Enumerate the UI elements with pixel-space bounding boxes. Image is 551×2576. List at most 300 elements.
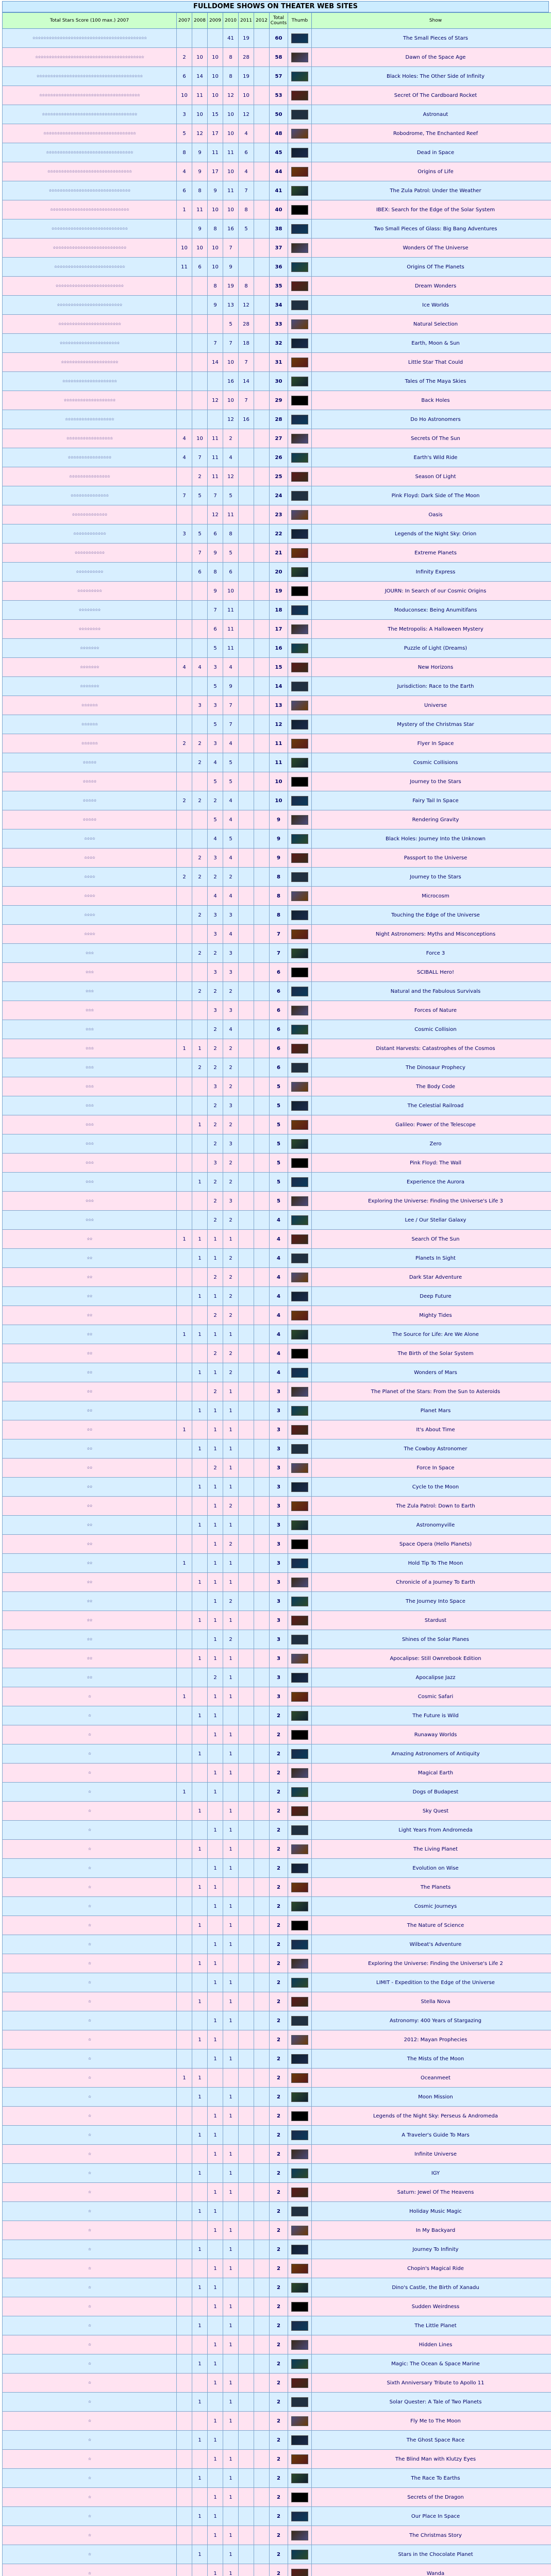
year-count-2012 bbox=[254, 2107, 270, 2126]
total-count: 6 bbox=[270, 963, 288, 982]
show-thumbnail[interactable] bbox=[291, 2493, 308, 2502]
show-title[interactable]: Chronicle of a Journey To Earth bbox=[312, 1573, 551, 1592]
show-title[interactable]: Fly Me to The Moon bbox=[312, 2412, 551, 2431]
show-title[interactable]: Deep Future bbox=[312, 1287, 551, 1306]
show-title[interactable]: Lee / Our Stellar Galaxy bbox=[312, 1211, 551, 1230]
year-count-2008 bbox=[192, 1211, 208, 1230]
show-title[interactable]: The Celestial Railroad bbox=[312, 1096, 551, 1115]
show-thumbnail[interactable] bbox=[291, 1482, 308, 1492]
year-count-2011 bbox=[239, 2183, 254, 2202]
show-title[interactable]: Secrets of the Dragon bbox=[312, 2488, 551, 2507]
show-title[interactable]: Apocalipse Jazz bbox=[312, 1668, 551, 1687]
show-thumbnail[interactable] bbox=[291, 1997, 308, 2007]
show-title[interactable]: Force In Space bbox=[312, 1459, 551, 1478]
show-title[interactable]: Earth, Moon & Sun bbox=[312, 334, 551, 353]
show-thumbnail[interactable] bbox=[291, 2302, 308, 2312]
show-title[interactable]: Astronomy: 400 Years of Stargazing bbox=[312, 2011, 551, 2030]
show-thumbnail[interactable] bbox=[291, 205, 308, 215]
show-title[interactable]: Infinity Express bbox=[312, 563, 551, 582]
show-thumbnail[interactable] bbox=[291, 53, 308, 62]
show-title[interactable]: Forces of Nature bbox=[312, 1001, 551, 1020]
show-title[interactable]: Sudden Weirdness bbox=[312, 2297, 551, 2316]
thumbnail-cell bbox=[288, 486, 312, 505]
show-title[interactable]: The Cowboy Astronomer bbox=[312, 1439, 551, 1459]
year-count-2012 bbox=[254, 334, 270, 353]
show-thumbnail[interactable] bbox=[291, 186, 308, 196]
show-title[interactable]: Planet Mars bbox=[312, 1401, 551, 1420]
show-title[interactable]: Legends of the Night Sky: Perseus & Andromeda bbox=[312, 2107, 551, 2126]
show-title[interactable]: IBEX: Search for the Edge of the Solar System bbox=[312, 200, 551, 219]
show-thumbnail[interactable] bbox=[291, 1406, 308, 1416]
show-title[interactable]: Robodrome, The Enchanted Reef bbox=[312, 124, 551, 143]
show-thumbnail[interactable] bbox=[291, 1444, 308, 1454]
show-title[interactable]: Pink Floyd: The Wall bbox=[312, 1154, 551, 1173]
show-title[interactable]: The Planets bbox=[312, 1878, 551, 1897]
show-title[interactable]: Two Small Pieces of Glass: Big Bang Adventures bbox=[312, 219, 551, 239]
show-title[interactable]: Cosmic Safari bbox=[312, 1687, 551, 1706]
show-title[interactable]: Flyer In Space bbox=[312, 734, 551, 753]
show-thumbnail[interactable] bbox=[291, 1330, 308, 1340]
show-thumbnail[interactable] bbox=[291, 815, 308, 825]
show-title[interactable]: Mighty Tides bbox=[312, 1306, 551, 1325]
show-thumbnail[interactable] bbox=[291, 1749, 308, 1759]
show-title[interactable]: Wanda bbox=[312, 2564, 551, 2576]
show-thumbnail[interactable] bbox=[291, 2188, 308, 2197]
show-thumbnail[interactable] bbox=[291, 2054, 308, 2064]
show-thumbnail[interactable] bbox=[291, 1196, 308, 1206]
show-thumbnail[interactable] bbox=[291, 1863, 308, 1873]
show-thumbnail[interactable] bbox=[291, 1234, 308, 1244]
show-title[interactable]: Do Ho Astronomers bbox=[312, 410, 551, 429]
year-count-2007 bbox=[177, 2164, 192, 2183]
show-thumbnail[interactable] bbox=[291, 224, 308, 234]
show-thumbnail[interactable] bbox=[291, 1902, 308, 1911]
show-thumbnail[interactable] bbox=[291, 110, 308, 120]
show-title[interactable]: Apocalipse: Still Ownrebook Edition bbox=[312, 1649, 551, 1668]
show-title[interactable]: A Traveler's Guide To Mars bbox=[312, 2126, 551, 2145]
show-title[interactable]: 2012: Mayan Prophecies bbox=[312, 2030, 551, 2049]
show-thumbnail[interactable] bbox=[291, 1692, 308, 1702]
show-thumbnail[interactable] bbox=[291, 1520, 308, 1530]
show-title[interactable]: The Zula Patrol: Under the Weather bbox=[312, 181, 551, 200]
show-thumbnail[interactable] bbox=[291, 2073, 308, 2083]
show-title[interactable]: The Journey Into Space bbox=[312, 1592, 551, 1611]
thumbnail-cell bbox=[288, 315, 312, 334]
show-title[interactable]: Search Of The Sun bbox=[312, 1230, 551, 1249]
show-title[interactable]: Evolution on Wise bbox=[312, 1859, 551, 1878]
show-title[interactable]: Dino's Castle, the Birth of Xanadu bbox=[312, 2278, 551, 2297]
show-title[interactable]: Tales of The Maya Skies bbox=[312, 372, 551, 391]
show-title[interactable]: Distant Harvests: Catastrophes of the Cosmos bbox=[312, 1039, 551, 1058]
show-title[interactable]: The Source for Life: Are We Alone bbox=[312, 1325, 551, 1344]
show-thumbnail[interactable] bbox=[291, 453, 308, 463]
show-thumbnail[interactable] bbox=[291, 1387, 308, 1397]
show-title[interactable]: Wonders of Mars bbox=[312, 1363, 551, 1382]
show-title[interactable]: Magic: The Ocean & Space Marine bbox=[312, 2354, 551, 2374]
show-title[interactable]: Journey to the Stars bbox=[312, 868, 551, 887]
show-title[interactable]: Shines of the Solar Planes bbox=[312, 1630, 551, 1649]
show-thumbnail[interactable] bbox=[291, 1654, 308, 1664]
show-title[interactable]: Back Holes bbox=[312, 391, 551, 410]
show-title[interactable]: Rendering Gravity bbox=[312, 810, 551, 829]
show-thumbnail[interactable] bbox=[291, 1921, 308, 1930]
show-title[interactable]: Stella Nova bbox=[312, 1992, 551, 2011]
show-title[interactable]: Fairy Tail In Space bbox=[312, 791, 551, 810]
show-thumbnail[interactable] bbox=[291, 567, 308, 577]
show-thumbnail[interactable] bbox=[291, 1292, 308, 1301]
show-thumbnail[interactable] bbox=[291, 2397, 308, 2407]
show-thumbnail[interactable] bbox=[291, 2168, 308, 2178]
show-thumbnail[interactable] bbox=[291, 167, 308, 177]
show-title[interactable]: Journey To Infinity bbox=[312, 2240, 551, 2259]
year-count-2007: 6 bbox=[177, 67, 192, 86]
show-title[interactable]: Hold Tip To The Moon bbox=[312, 1554, 551, 1573]
show-thumbnail[interactable] bbox=[291, 1635, 308, 1645]
show-title[interactable]: The Future is Wild bbox=[312, 1706, 551, 1725]
show-thumbnail[interactable] bbox=[291, 872, 308, 882]
show-thumbnail[interactable] bbox=[291, 1425, 308, 1435]
show-thumbnail[interactable] bbox=[291, 1806, 308, 1816]
show-title[interactable]: Ice Worlds bbox=[312, 296, 551, 315]
show-thumbnail[interactable] bbox=[291, 33, 308, 43]
show-thumbnail[interactable] bbox=[291, 1463, 308, 1473]
show-thumbnail[interactable] bbox=[291, 396, 308, 405]
show-title[interactable]: Dawn of the Space Age bbox=[312, 48, 551, 67]
show-thumbnail[interactable] bbox=[291, 491, 308, 501]
show-title[interactable]: Chopin's Magical Ride bbox=[312, 2259, 551, 2278]
show-title[interactable]: Origins of Life bbox=[312, 162, 551, 181]
show-thumbnail[interactable] bbox=[291, 2226, 308, 2235]
show-thumbnail[interactable] bbox=[291, 1273, 308, 1282]
show-title[interactable]: Earth's Wild Ride bbox=[312, 448, 551, 467]
show-thumbnail[interactable] bbox=[291, 968, 308, 977]
show-title[interactable]: Astronaut bbox=[312, 105, 551, 124]
show-thumbnail[interactable] bbox=[291, 1368, 308, 1378]
show-title[interactable]: The Blind Man with Klutzy Eyes bbox=[312, 2450, 551, 2469]
show-thumbnail[interactable] bbox=[291, 1501, 308, 1511]
year-count-2010: 4 bbox=[223, 810, 239, 829]
show-thumbnail[interactable] bbox=[291, 72, 308, 81]
table-row bbox=[3, 2088, 551, 2107]
show-title[interactable]: Secrets Of The Sun bbox=[312, 429, 551, 448]
show-title[interactable]: Jurisdiction: Race to the Earth bbox=[312, 677, 551, 696]
show-thumbnail[interactable] bbox=[291, 891, 308, 901]
show-thumbnail[interactable] bbox=[291, 1711, 308, 1721]
show-title[interactable]: Sky Quest bbox=[312, 1802, 551, 1821]
show-title[interactable]: Touching the Edge of the Universe bbox=[312, 906, 551, 925]
show-title[interactable]: Zero bbox=[312, 1134, 551, 1154]
total-count: 2 bbox=[270, 1878, 288, 1897]
year-count-2007 bbox=[177, 29, 192, 48]
show-title[interactable]: Galileo: Power of the Telescope bbox=[312, 1115, 551, 1134]
show-thumbnail[interactable] bbox=[291, 2035, 308, 2045]
year-count-2008 bbox=[192, 1306, 208, 1325]
show-thumbnail[interactable] bbox=[291, 300, 308, 310]
year-count-2009: 2 bbox=[208, 1668, 223, 1687]
show-thumbnail[interactable] bbox=[291, 472, 308, 482]
show-title[interactable]: Natural Selection bbox=[312, 315, 551, 334]
show-thumbnail[interactable] bbox=[291, 529, 308, 539]
show-thumbnail[interactable] bbox=[291, 1616, 308, 1625]
show-thumbnail[interactable] bbox=[291, 1215, 308, 1225]
show-title[interactable]: The Metropolis: A Halloween Mystery bbox=[312, 620, 551, 639]
show-thumbnail[interactable] bbox=[291, 1730, 308, 1740]
show-thumbnail[interactable] bbox=[291, 1673, 308, 1683]
show-thumbnail[interactable] bbox=[291, 739, 308, 749]
show-thumbnail[interactable] bbox=[291, 91, 308, 100]
show-title[interactable]: Moon Mission bbox=[312, 2088, 551, 2107]
year-count-2009: 2 bbox=[208, 1211, 223, 1230]
show-title[interactable]: Holiday Music Magic bbox=[312, 2202, 551, 2221]
show-thumbnail[interactable] bbox=[291, 682, 308, 691]
show-title[interactable]: The Birth of the Solar System bbox=[312, 1344, 551, 1363]
show-title[interactable]: In My Backyard bbox=[312, 2221, 551, 2240]
show-title[interactable]: Dogs of Budapest bbox=[312, 1783, 551, 1802]
show-thumbnail[interactable] bbox=[291, 1101, 308, 1111]
show-thumbnail[interactable] bbox=[291, 1120, 308, 1130]
show-title[interactable]: Dark Star Adventure bbox=[312, 1268, 551, 1287]
show-thumbnail[interactable] bbox=[291, 929, 308, 939]
year-count-2011 bbox=[239, 1363, 254, 1382]
show-thumbnail[interactable] bbox=[291, 2435, 308, 2445]
show-thumbnail[interactable] bbox=[291, 1597, 308, 1606]
show-title[interactable]: Hidden Lines bbox=[312, 2335, 551, 2354]
show-title[interactable]: Wonders Of The Universe bbox=[312, 239, 551, 258]
show-thumbnail[interactable] bbox=[291, 1940, 308, 1950]
show-title[interactable]: The Planet of the Stars: From the Sun to Asteroids bbox=[312, 1382, 551, 1401]
show-thumbnail[interactable] bbox=[291, 510, 308, 520]
show-title[interactable]: Pink Floyd: Dark Side of The Moon bbox=[312, 486, 551, 505]
show-thumbnail[interactable] bbox=[291, 2321, 308, 2331]
show-title[interactable]: Magical Earth bbox=[312, 1764, 551, 1783]
show-thumbnail[interactable] bbox=[291, 834, 308, 844]
show-thumbnail[interactable] bbox=[291, 2207, 308, 2216]
show-title[interactable]: Infinite Universe bbox=[312, 2145, 551, 2164]
show-thumbnail[interactable] bbox=[291, 1006, 308, 1015]
show-title[interactable]: Our Place In Space bbox=[312, 2507, 551, 2526]
year-count-2012 bbox=[254, 1306, 270, 1325]
year-count-2011 bbox=[239, 2069, 254, 2088]
show-thumbnail[interactable] bbox=[291, 281, 308, 291]
show-title[interactable]: Dead in Space bbox=[312, 143, 551, 162]
show-thumbnail[interactable] bbox=[291, 2245, 308, 2255]
show-thumbnail[interactable] bbox=[291, 434, 308, 444]
table-row bbox=[3, 1325, 551, 1344]
show-title[interactable]: Mystery of the Christmas Star bbox=[312, 715, 551, 734]
show-title[interactable]: LIMIT - Expedition to the Edge of the Universe bbox=[312, 1973, 551, 1992]
show-thumbnail[interactable] bbox=[291, 1177, 308, 1187]
show-title[interactable]: Legends of the Night Sky: Orion bbox=[312, 524, 551, 544]
show-thumbnail[interactable] bbox=[291, 948, 308, 958]
show-thumbnail[interactable] bbox=[291, 1787, 308, 1797]
show-title[interactable]: Dream Wonders bbox=[312, 277, 551, 296]
show-thumbnail[interactable] bbox=[291, 2264, 308, 2274]
show-title[interactable]: Astronomyville bbox=[312, 1516, 551, 1535]
total-count: 2 bbox=[270, 1840, 288, 1859]
show-title[interactable]: Black Holes: The Other Side of Infinity bbox=[312, 67, 551, 86]
show-title[interactable]: Extreme Planets bbox=[312, 544, 551, 563]
show-title[interactable]: Natural and the Fabulous Survivals bbox=[312, 982, 551, 1001]
show-thumbnail[interactable] bbox=[291, 1539, 308, 1549]
show-title[interactable]: The Ghost Space Race bbox=[312, 2431, 551, 2450]
show-title[interactable]: Runaway Worlds bbox=[312, 1725, 551, 1744]
show-thumbnail[interactable] bbox=[291, 2130, 308, 2140]
show-title[interactable]: Planets In Sight bbox=[312, 1249, 551, 1268]
show-title[interactable]: Cosmic Journeys bbox=[312, 1897, 551, 1916]
thumbnail-cell bbox=[288, 1287, 312, 1306]
show-thumbnail[interactable] bbox=[291, 1044, 308, 1054]
show-title[interactable]: Stardust bbox=[312, 1611, 551, 1630]
table-row bbox=[3, 582, 551, 601]
show-thumbnail[interactable] bbox=[291, 2283, 308, 2293]
show-thumbnail[interactable] bbox=[291, 243, 308, 253]
show-title[interactable]: The Race To Earths bbox=[312, 2469, 551, 2488]
show-title[interactable]: Journey to the Stars bbox=[312, 772, 551, 791]
show-thumbnail[interactable] bbox=[291, 1139, 308, 1149]
show-title[interactable]: Light Years From Andromeda bbox=[312, 1821, 551, 1840]
show-title[interactable]: Oceanmeet bbox=[312, 2069, 551, 2088]
show-thumbnail[interactable] bbox=[291, 148, 308, 158]
show-thumbnail[interactable] bbox=[291, 415, 308, 425]
total-count: 8 bbox=[270, 887, 288, 906]
show-thumbnail[interactable] bbox=[291, 129, 308, 139]
show-title[interactable]: The Nature of Science bbox=[312, 1916, 551, 1935]
year-count-2010: 1 bbox=[223, 1725, 239, 1744]
show-thumbnail[interactable] bbox=[291, 319, 308, 329]
show-title[interactable]: Puzzle of Light (Dreams) bbox=[312, 639, 551, 658]
show-thumbnail[interactable] bbox=[291, 548, 308, 558]
show-thumbnail[interactable] bbox=[291, 262, 308, 272]
show-thumbnail[interactable] bbox=[291, 624, 308, 634]
show-thumbnail[interactable] bbox=[291, 2569, 308, 2576]
show-thumbnail[interactable] bbox=[291, 2092, 308, 2102]
show-title[interactable]: The Little Planet bbox=[312, 2316, 551, 2335]
show-thumbnail[interactable] bbox=[291, 1158, 308, 1168]
show-thumbnail[interactable] bbox=[291, 2416, 308, 2426]
show-thumbnail[interactable] bbox=[291, 2111, 308, 2121]
show-thumbnail[interactable] bbox=[291, 605, 308, 615]
show-thumbnail[interactable] bbox=[291, 663, 308, 672]
show-title[interactable]: New Horizons bbox=[312, 658, 551, 677]
show-title[interactable]: Black Holes: Journey Into the Unknown bbox=[312, 829, 551, 849]
show-title[interactable]: The Zula Patrol: Down to Earth bbox=[312, 1497, 551, 1516]
show-thumbnail[interactable] bbox=[291, 2359, 308, 2369]
show-title[interactable]: Solar Quester: A Tale of Two Planets bbox=[312, 2393, 551, 2412]
show-thumbnail[interactable] bbox=[291, 1082, 308, 1092]
show-title[interactable]: Secret Of The Cardboard Rocket bbox=[312, 86, 551, 105]
show-title[interactable]: The Dinosaur Prophecy bbox=[312, 1058, 551, 1077]
show-title[interactable]: IGY bbox=[312, 2164, 551, 2183]
total-count: 8 bbox=[270, 906, 288, 925]
show-thumbnail[interactable] bbox=[291, 1825, 308, 1835]
show-thumbnail[interactable] bbox=[291, 777, 308, 787]
show-thumbnail[interactable] bbox=[291, 1883, 308, 1892]
show-title[interactable]: Cosmic Collisions bbox=[312, 753, 551, 772]
show-title[interactable]: Cosmic Collision bbox=[312, 1020, 551, 1039]
show-thumbnail[interactable] bbox=[291, 1844, 308, 1854]
table-row bbox=[3, 1649, 551, 1668]
show-thumbnail[interactable] bbox=[291, 987, 308, 996]
show-title[interactable]: It's About Time bbox=[312, 1420, 551, 1439]
show-thumbnail[interactable] bbox=[291, 1578, 308, 1587]
show-title[interactable]: The Body Code bbox=[312, 1077, 551, 1096]
show-title[interactable]: SCIBALL Hero! bbox=[312, 963, 551, 982]
show-title[interactable]: The Living Planet bbox=[312, 1840, 551, 1859]
show-thumbnail[interactable] bbox=[291, 2531, 308, 2540]
year-count-2008: 12 bbox=[192, 124, 208, 143]
show-thumbnail[interactable] bbox=[291, 1959, 308, 1969]
show-title[interactable]: Season Of Light bbox=[312, 467, 551, 486]
show-thumbnail[interactable] bbox=[291, 2016, 308, 2026]
show-title[interactable]: Wilbeat's Adventure bbox=[312, 1935, 551, 1954]
show-thumbnail[interactable] bbox=[291, 1253, 308, 1263]
thumbnail-cell bbox=[288, 372, 312, 391]
show-thumbnail[interactable] bbox=[291, 853, 308, 863]
show-thumbnail[interactable] bbox=[291, 2512, 308, 2521]
show-title[interactable]: Universe bbox=[312, 696, 551, 715]
show-thumbnail[interactable] bbox=[291, 338, 308, 348]
show-title[interactable]: Moduconsex: Being Anumitifans bbox=[312, 601, 551, 620]
show-thumbnail[interactable] bbox=[291, 586, 308, 596]
show-thumbnail[interactable] bbox=[291, 643, 308, 653]
show-title[interactable]: Oasis bbox=[312, 505, 551, 524]
show-title[interactable]: JOURN: In Search of our Cosmic Origins bbox=[312, 582, 551, 601]
show-title[interactable]: Passport to the Universe bbox=[312, 849, 551, 868]
show-title[interactable]: The Mists of the Moon bbox=[312, 2049, 551, 2069]
show-thumbnail[interactable] bbox=[291, 2149, 308, 2159]
show-thumbnail[interactable] bbox=[291, 1978, 308, 1988]
show-thumbnail[interactable] bbox=[291, 1349, 308, 1359]
show-title[interactable]: Amazing Astronomers of Antiquity bbox=[312, 1744, 551, 1764]
show-title[interactable]: Little Star That Could bbox=[312, 353, 551, 372]
show-thumbnail[interactable] bbox=[291, 2473, 308, 2483]
show-title[interactable]: Microcosm bbox=[312, 887, 551, 906]
show-title[interactable]: Space Opera (Hello Planets) bbox=[312, 1535, 551, 1554]
show-thumbnail[interactable] bbox=[291, 358, 308, 367]
year-count-2010: 10 bbox=[223, 353, 239, 372]
show-thumbnail[interactable] bbox=[291, 1311, 308, 1320]
show-title[interactable]: Experience the Aurora bbox=[312, 1173, 551, 1192]
show-title[interactable]: Saturn: Jewel Of The Heavens bbox=[312, 2183, 551, 2202]
show-thumbnail[interactable] bbox=[291, 377, 308, 386]
show-thumbnail[interactable] bbox=[291, 1025, 308, 1035]
show-title[interactable]: Origins Of The Planets bbox=[312, 258, 551, 277]
show-thumbnail[interactable] bbox=[291, 1063, 308, 1073]
show-title[interactable]: Force 3 bbox=[312, 944, 551, 963]
show-title[interactable]: Exploring the Universe: Finding the Universe's Life 3 bbox=[312, 1192, 551, 1211]
show-title[interactable]: The Small Pieces of Stars bbox=[312, 29, 551, 48]
show-title[interactable]: Exploring the Universe: Finding the Universe's Life 2 bbox=[312, 1954, 551, 1973]
year-count-2012 bbox=[254, 1840, 270, 1859]
show-thumbnail[interactable] bbox=[291, 2340, 308, 2350]
show-thumbnail[interactable] bbox=[291, 2454, 308, 2464]
show-thumbnail[interactable] bbox=[291, 1558, 308, 1568]
show-thumbnail[interactable] bbox=[291, 720, 308, 730]
show-thumbnail[interactable] bbox=[291, 701, 308, 710]
show-title[interactable]: Sixth Anniversary Tribute to Apollo 11 bbox=[312, 2374, 551, 2393]
show-thumbnail[interactable] bbox=[291, 796, 308, 806]
show-thumbnail[interactable] bbox=[291, 910, 308, 920]
show-thumbnail[interactable] bbox=[291, 758, 308, 768]
show-title[interactable]: Cycle to the Moon bbox=[312, 1478, 551, 1497]
show-thumbnail[interactable] bbox=[291, 2378, 308, 2388]
show-title[interactable]: Stars in the Chocolate Planet bbox=[312, 2545, 551, 2564]
thumbnail-cell bbox=[288, 715, 312, 734]
show-title[interactable]: The Christmas Story bbox=[312, 2526, 551, 2545]
show-thumbnail[interactable] bbox=[291, 2550, 308, 2560]
show-title[interactable]: Night Astronomers: Myths and Misconceptions bbox=[312, 925, 551, 944]
show-thumbnail[interactable] bbox=[291, 1768, 308, 1778]
